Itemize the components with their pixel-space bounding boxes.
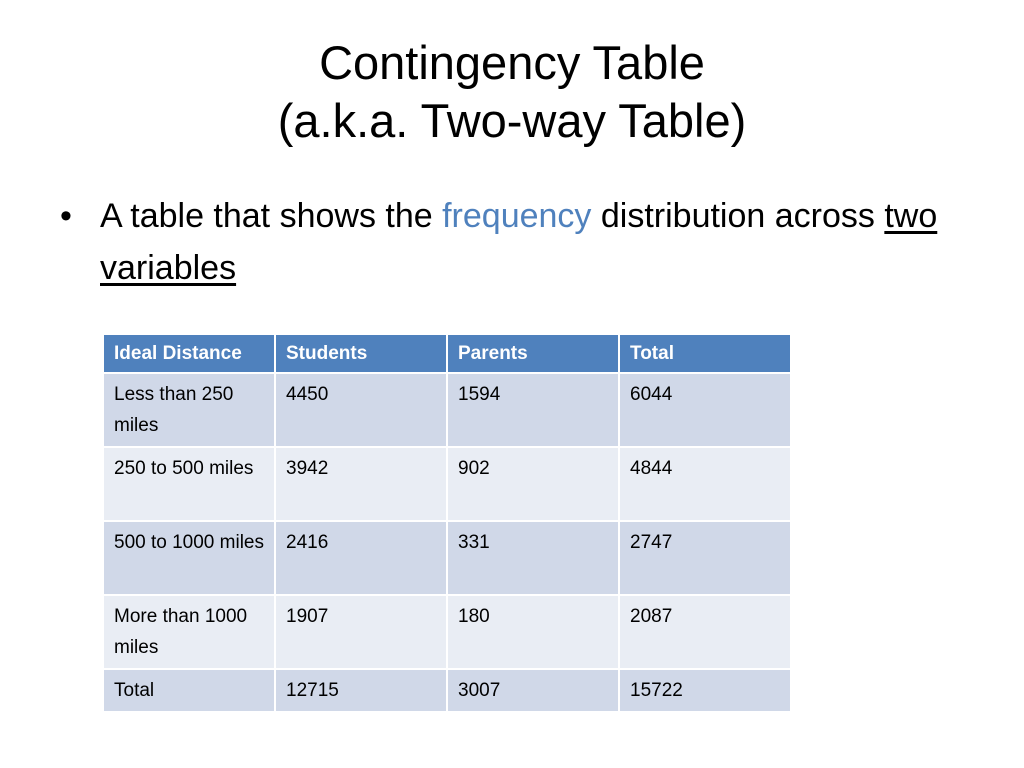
table-cell: Less than 250 miles [103,373,275,447]
table-cell: 331 [447,521,619,595]
table-cell: 500 to 1000 miles [103,521,275,595]
table-cell: 3007 [447,669,619,712]
bullet-highlight-frequency: frequency [442,197,592,235]
table-row [103,521,791,595]
table-cell: More than 1000 miles [103,595,275,669]
table-cell: 2087 [619,595,791,669]
slide-title [0,34,1024,150]
table-cell: 15722 [619,669,791,712]
column-header-parents: Parents [447,334,619,373]
table-cell: 3942 [275,447,447,521]
table-cell: 2747 [619,521,791,595]
contingency-table [102,333,792,713]
table-cell: 180 [447,595,619,669]
bullet-list [60,190,980,294]
title-line-1: Contingency Table [319,36,705,89]
column-header-total: Total [619,334,791,373]
column-header-students: Students [275,334,447,373]
table-row-total [103,669,791,712]
table-row [103,595,791,669]
table-cell: 4844 [619,447,791,521]
bullet-text-middle: distribution across [591,197,885,235]
table-cell: 902 [447,447,619,521]
table-cell: Total [103,669,275,712]
table-cell: 1907 [275,595,447,669]
bullet-icon: • [60,197,72,235]
table-cell: 2416 [275,521,447,595]
table-cell: 12715 [275,669,447,712]
bullet-item [60,190,980,294]
table-header-row [103,334,791,373]
title-line-2: (a.k.a. Two-way Table) [277,94,747,147]
table-cell: 250 to 500 miles [103,447,275,521]
bullet-underlined-two-variables: two variables [100,197,938,287]
table-cell: 6044 [619,373,791,447]
table-cell: 1594 [447,373,619,447]
table-row [103,373,791,447]
bullet-text-start: A table that shows the [100,197,443,235]
table-cell: 4450 [275,373,447,447]
table-row [103,447,791,521]
column-header-ideal-distance: Ideal Distance [103,334,275,373]
